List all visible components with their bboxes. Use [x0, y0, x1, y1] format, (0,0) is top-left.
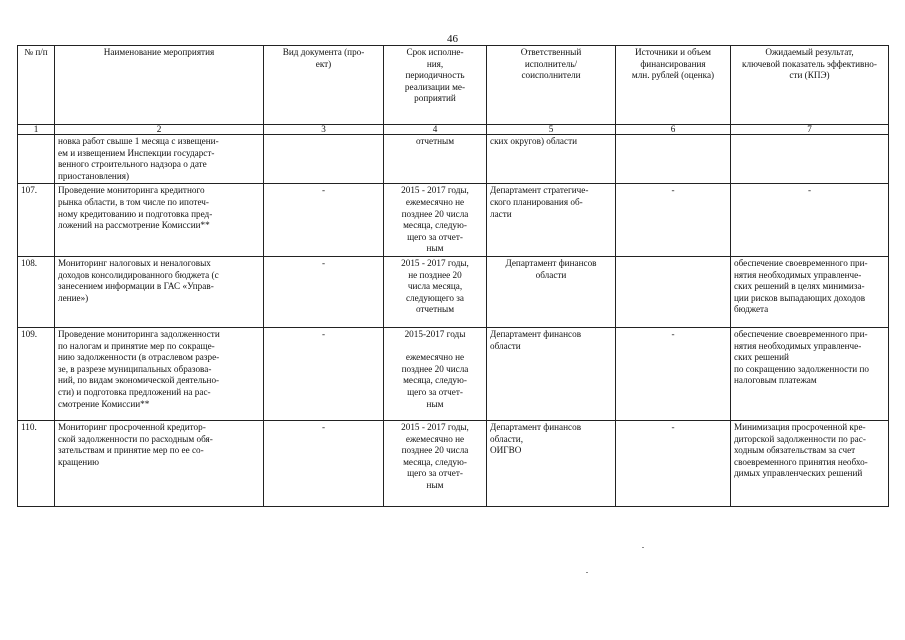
column-number: 7: [731, 125, 889, 135]
expected-result-cell: [731, 135, 889, 184]
deadline-cell: 2015 - 2017 годы, не позднее 20 числа месяца, следующего за отчетным: [384, 256, 487, 327]
financing-cell: [616, 256, 731, 327]
activity-name-cell: Проведение мониторинга задолженности по налогам и принятие мер по сокраще- нию задолженности (в отраслевом разре- зе, в разрезе муниципальных образова- ний, по видам экономической деятельно- сти) и подготовка предложений на рас- смотрение Комиссии**: [55, 327, 264, 420]
activities-table: [17, 45, 889, 507]
activity-name-cell: Мониторинг просроченной кредитор- ской задолженности по расходным обя- зательствам и принятие мер по ее со- кращению: [55, 420, 264, 506]
column-number: 3: [264, 125, 384, 135]
column-number: 5: [487, 125, 616, 135]
deadline-cell: 2015 - 2017 годы, ежемесячно не позднее 20 числа месяца, следую- щего за отчет- ным: [384, 420, 487, 506]
header-financing: Источники и объем финансирования млн. рублей (оценка): [616, 46, 731, 125]
table-row: [18, 256, 889, 327]
page-number: 46: [447, 33, 458, 45]
deadline-cell: 2015 - 2017 годы, ежемесячно не позднее 20 числа месяца, следую- щего за отчет- ным: [384, 184, 487, 257]
column-number: 6: [616, 125, 731, 135]
table-row: [18, 184, 889, 257]
activity-name-cell: Проведение мониторинга кредитного рынка области, в том числе по ипотеч- ному кредитованию и подготовка пред- ложений на рассмотрение Комиссии**: [55, 184, 264, 257]
header-document-type: Вид документа (про- ект): [264, 46, 384, 125]
column-number: 4: [384, 125, 487, 135]
document-type-cell: -: [264, 420, 384, 506]
activity-name-cell: Мониторинг налоговых и неналоговых доходов консолидированного бюджета (с занесением информации в ГАС «Управ- ление»): [55, 256, 264, 327]
expected-result-cell: Минимизация просроченной кре- диторской задолженности по рас- ходным обязательствам за счет своевременного принятия необхо- димых управленческих решений: [731, 420, 889, 506]
document-type-cell: -: [264, 327, 384, 420]
column-number-row: [18, 125, 889, 135]
header-deadline: Срок исполне- ния, периодичность реализации ме- роприятий: [384, 46, 487, 125]
document-type-cell: -: [264, 256, 384, 327]
scan-speck: [642, 547, 644, 548]
expected-result-cell: обеспечение своевременного при- нятия необходимых управленче- ских решений в целях минимиза- ции рисков выпадающих доходов бюджета: [731, 256, 889, 327]
deadline-cell: 2015-2017 годы ежемесячно не позднее 20 числа месяца, следую- щего за отчет- ным: [384, 327, 487, 420]
expected-result-cell: обеспечение своевременного при- нятия необходимых управленче- ских решений по сокращению задолженности по налоговым платежам: [731, 327, 889, 420]
deadline-cell: отчетным: [384, 135, 487, 184]
document-type-cell: [264, 135, 384, 184]
financing-cell: -: [616, 420, 731, 506]
responsible-cell: ских округов) области: [487, 135, 616, 184]
expected-result-cell: -: [731, 184, 889, 257]
row-number-cell: 109.: [18, 327, 55, 420]
header-expected-result: Ожидаемый результат, ключевой показатель эффективно- сти (КПЭ): [731, 46, 889, 125]
table-row: [18, 327, 889, 420]
financing-cell: -: [616, 327, 731, 420]
row-number-cell: 108.: [18, 256, 55, 327]
table-row: [18, 420, 889, 506]
responsible-cell: Департамент финансов области, ОИГВО: [487, 420, 616, 506]
header-row: [18, 46, 889, 125]
header-activity-name: Наименование мероприятия: [55, 46, 264, 125]
header-number: № п/п: [18, 46, 55, 125]
column-number: 2: [55, 125, 264, 135]
document-type-cell: -: [264, 184, 384, 257]
row-number-cell: 110.: [18, 420, 55, 506]
responsible-cell: Департамент финансов области: [487, 327, 616, 420]
financing-cell: [616, 135, 731, 184]
row-number-cell: 107.: [18, 184, 55, 257]
responsible-cell: Департамент стратегиче- ского планирования об- ласти: [487, 184, 616, 257]
responsible-cell: Департамент финансов области: [487, 256, 616, 327]
row-number-cell: [18, 135, 55, 184]
table-row: [18, 135, 889, 184]
financing-cell: -: [616, 184, 731, 257]
column-number: 1: [18, 125, 55, 135]
activity-name-cell: новка работ свыше 1 месяца с извещени- ем и извещением Инспекции государст- венного строительного надзора о дате приостановления): [55, 135, 264, 184]
scan-speck: [586, 572, 588, 573]
header-responsible: Ответственный исполнитель/ соисполнители: [487, 46, 616, 125]
